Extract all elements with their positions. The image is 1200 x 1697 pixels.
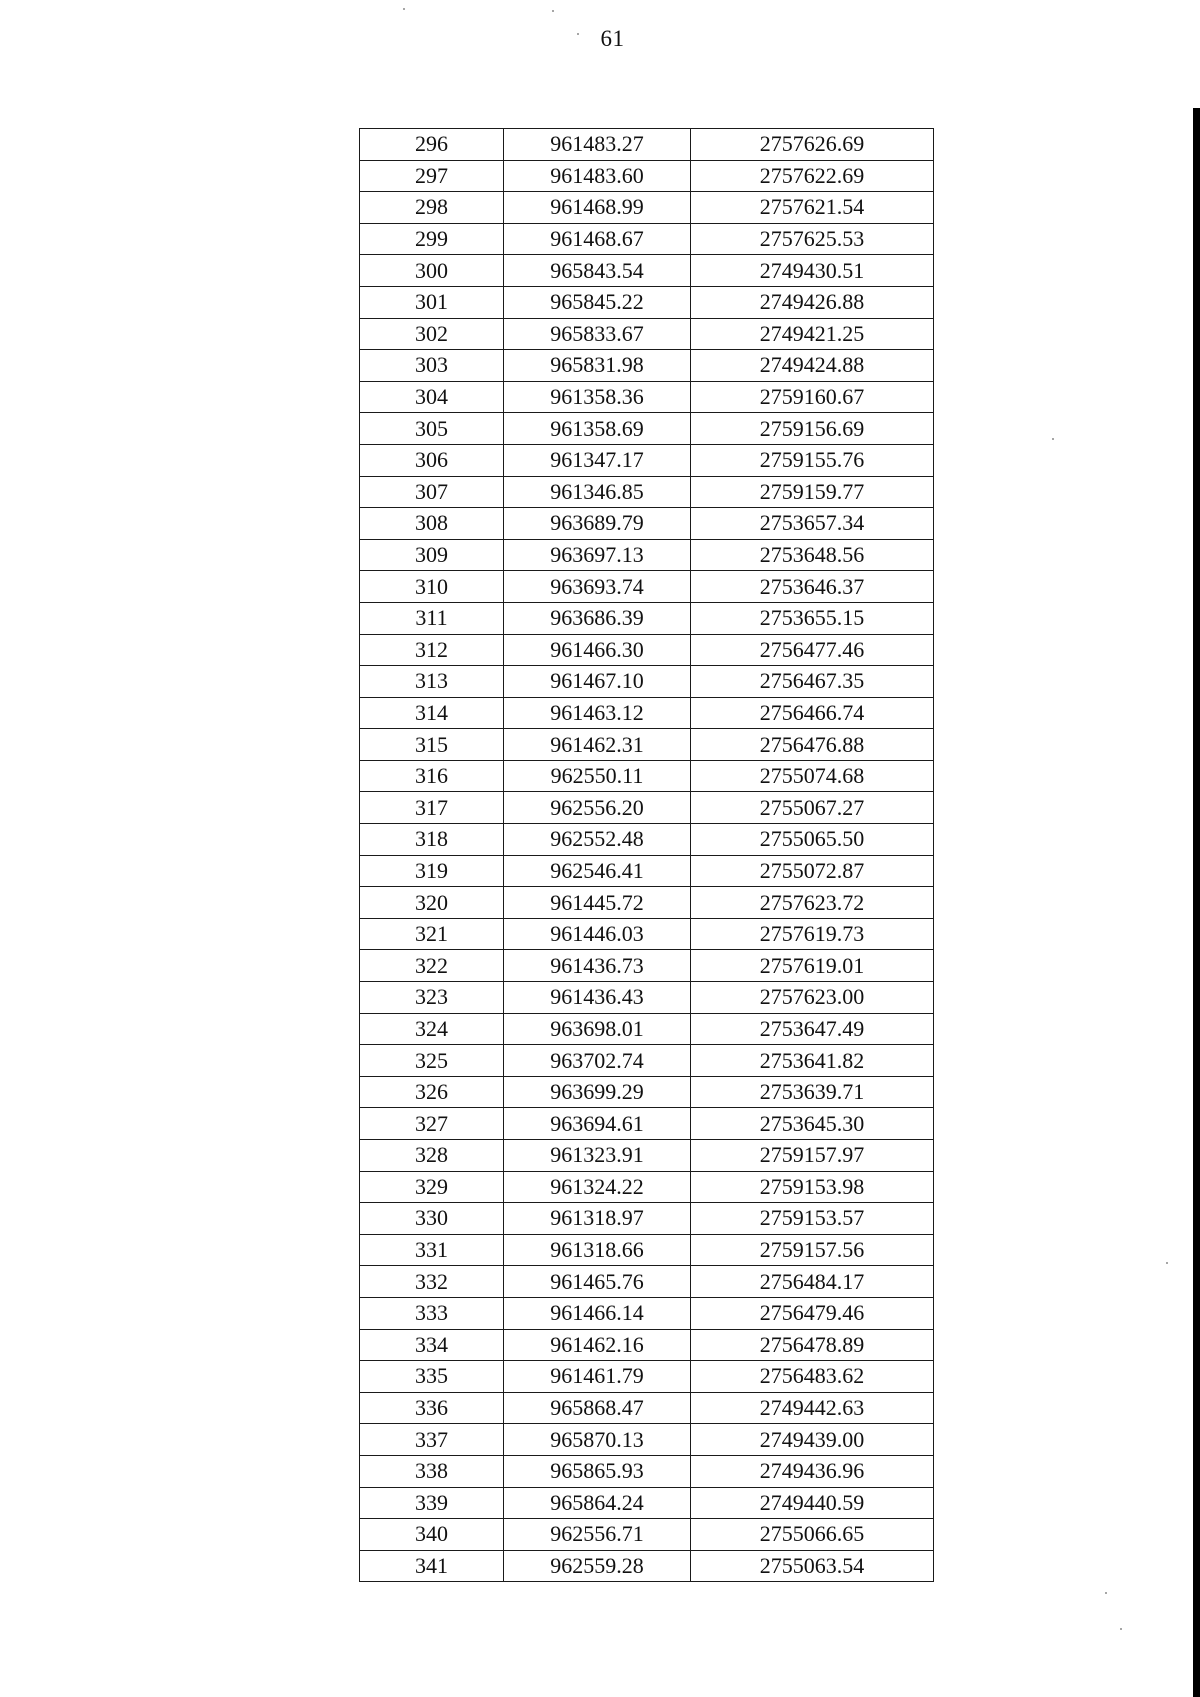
table-row: [360, 634, 934, 666]
y-coordinate-cell: 2755067.27: [691, 792, 934, 824]
x-coordinate-cell: 965864.24: [504, 1487, 691, 1519]
table-row: [360, 571, 934, 603]
table-row: [360, 824, 934, 856]
y-coordinate-cell: 2759160.67: [691, 381, 934, 413]
point-number-cell: 309: [360, 539, 504, 571]
point-number-cell: 307: [360, 476, 504, 508]
point-number-cell: 327: [360, 1108, 504, 1140]
y-coordinate-cell: 2757619.73: [691, 918, 934, 950]
table-row: [360, 1013, 934, 1045]
y-coordinate-cell: 2749421.25: [691, 318, 934, 350]
x-coordinate-cell: 961324.22: [504, 1171, 691, 1203]
scan-speck: [1166, 1262, 1168, 1264]
table-row: [360, 950, 934, 982]
x-coordinate-cell: 963686.39: [504, 602, 691, 634]
y-coordinate-cell: 2755074.68: [691, 760, 934, 792]
y-coordinate-cell: 2756483.62: [691, 1361, 934, 1393]
point-number-cell: 322: [360, 950, 504, 982]
point-number-cell: 313: [360, 666, 504, 698]
point-number-cell: 308: [360, 508, 504, 540]
x-coordinate-cell: 961346.85: [504, 476, 691, 508]
table-row: [360, 1140, 934, 1172]
table-row: [360, 255, 934, 287]
x-coordinate-cell: 961318.66: [504, 1234, 691, 1266]
table-row: [360, 982, 934, 1014]
point-number-cell: 312: [360, 634, 504, 666]
y-coordinate-cell: 2753647.49: [691, 1013, 934, 1045]
y-coordinate-cell: 2757625.53: [691, 223, 934, 255]
x-coordinate-cell: 961358.69: [504, 413, 691, 445]
x-coordinate-cell: 961463.12: [504, 697, 691, 729]
table-row: [360, 602, 934, 634]
table-row: [360, 760, 934, 792]
point-number-cell: 311: [360, 602, 504, 634]
point-number-cell: 336: [360, 1392, 504, 1424]
x-coordinate-cell: 965868.47: [504, 1392, 691, 1424]
x-coordinate-cell: 961358.36: [504, 381, 691, 413]
point-number-cell: 306: [360, 444, 504, 476]
table-row: [360, 1234, 934, 1266]
point-number-cell: 319: [360, 855, 504, 887]
y-coordinate-cell: 2757623.00: [691, 982, 934, 1014]
table-row: [360, 1076, 934, 1108]
x-coordinate-cell: 962559.28: [504, 1550, 691, 1582]
table-row: [360, 1329, 934, 1361]
x-coordinate-cell: 965831.98: [504, 350, 691, 382]
coordinates-table-body: [360, 129, 934, 1582]
table-row: [360, 887, 934, 919]
y-coordinate-cell: 2755072.87: [691, 855, 934, 887]
point-number-cell: 299: [360, 223, 504, 255]
y-coordinate-cell: 2759155.76: [691, 444, 934, 476]
point-number-cell: 317: [360, 792, 504, 824]
page-number: 61: [600, 26, 625, 51]
x-coordinate-cell: 961461.79: [504, 1361, 691, 1393]
table-row: [360, 381, 934, 413]
table-row: [360, 1519, 934, 1551]
y-coordinate-cell: 2749439.00: [691, 1424, 934, 1456]
x-coordinate-cell: 962556.71: [504, 1519, 691, 1551]
x-coordinate-cell: 965833.67: [504, 318, 691, 350]
x-coordinate-cell: 961347.17: [504, 444, 691, 476]
scan-edge-bar: [1193, 108, 1200, 1697]
x-coordinate-cell: 961468.99: [504, 192, 691, 224]
scan-speck: [1105, 1592, 1107, 1594]
x-coordinate-cell: 961483.27: [504, 129, 691, 161]
x-coordinate-cell: 965865.93: [504, 1455, 691, 1487]
x-coordinate-cell: 962556.20: [504, 792, 691, 824]
y-coordinate-cell: 2753648.56: [691, 539, 934, 571]
y-coordinate-cell: 2757622.69: [691, 160, 934, 192]
point-number-cell: 332: [360, 1266, 504, 1298]
x-coordinate-cell: 961483.60: [504, 160, 691, 192]
point-number-cell: 329: [360, 1171, 504, 1203]
x-coordinate-cell: 963699.29: [504, 1076, 691, 1108]
table-row: [360, 129, 934, 161]
y-coordinate-cell: 2753646.37: [691, 571, 934, 603]
table-row: [360, 792, 934, 824]
point-number-cell: 297: [360, 160, 504, 192]
point-number-cell: 326: [360, 1076, 504, 1108]
x-coordinate-cell: 962550.11: [504, 760, 691, 792]
point-number-cell: 333: [360, 1297, 504, 1329]
y-coordinate-cell: 2749430.51: [691, 255, 934, 287]
x-coordinate-cell: 961462.31: [504, 729, 691, 761]
table-row: [360, 666, 934, 698]
x-coordinate-cell: 963689.79: [504, 508, 691, 540]
y-coordinate-cell: 2756476.88: [691, 729, 934, 761]
y-coordinate-cell: 2755066.65: [691, 1519, 934, 1551]
table-row: [360, 1487, 934, 1519]
point-number-cell: 335: [360, 1361, 504, 1393]
point-number-cell: 330: [360, 1203, 504, 1235]
x-coordinate-cell: 961436.43: [504, 982, 691, 1014]
y-coordinate-cell: 2756478.89: [691, 1329, 934, 1361]
x-coordinate-cell: 961445.72: [504, 887, 691, 919]
x-coordinate-cell: 961462.16: [504, 1329, 691, 1361]
y-coordinate-cell: 2753645.30: [691, 1108, 934, 1140]
y-coordinate-cell: 2753657.34: [691, 508, 934, 540]
table-row: [360, 508, 934, 540]
point-number-cell: 321: [360, 918, 504, 950]
scan-speck: [1120, 1628, 1122, 1630]
point-number-cell: 337: [360, 1424, 504, 1456]
table-row: [360, 160, 934, 192]
y-coordinate-cell: 2753641.82: [691, 1045, 934, 1077]
y-coordinate-cell: 2753639.71: [691, 1076, 934, 1108]
table-row: [360, 223, 934, 255]
point-number-cell: 318: [360, 824, 504, 856]
scan-speck: [403, 8, 405, 10]
x-coordinate-cell: 962546.41: [504, 855, 691, 887]
scan-speck: [577, 33, 579, 35]
x-coordinate-cell: 965845.22: [504, 286, 691, 318]
point-number-cell: 304: [360, 381, 504, 413]
x-coordinate-cell: 963697.13: [504, 539, 691, 571]
table-row: [360, 1203, 934, 1235]
y-coordinate-cell: 2759153.98: [691, 1171, 934, 1203]
table-row: [360, 318, 934, 350]
table-row: [360, 1108, 934, 1140]
x-coordinate-cell: 961468.67: [504, 223, 691, 255]
table-row: [360, 350, 934, 382]
y-coordinate-cell: 2755065.50: [691, 824, 934, 856]
x-coordinate-cell: 961436.73: [504, 950, 691, 982]
table-row: [360, 1266, 934, 1298]
point-number-cell: 324: [360, 1013, 504, 1045]
point-number-cell: 339: [360, 1487, 504, 1519]
point-number-cell: 328: [360, 1140, 504, 1172]
y-coordinate-cell: 2756467.35: [691, 666, 934, 698]
y-coordinate-cell: 2756477.46: [691, 634, 934, 666]
point-number-cell: 325: [360, 1045, 504, 1077]
point-number-cell: 305: [360, 413, 504, 445]
table-row: [360, 1045, 934, 1077]
x-coordinate-cell: 961467.10: [504, 666, 691, 698]
y-coordinate-cell: 2759156.69: [691, 413, 934, 445]
scan-speck: [552, 10, 554, 12]
point-number-cell: 298: [360, 192, 504, 224]
table-row: [360, 1392, 934, 1424]
table-row: [360, 918, 934, 950]
table-row: [360, 1171, 934, 1203]
table-row: [360, 476, 934, 508]
table-row: [360, 192, 934, 224]
table-row: [360, 1361, 934, 1393]
point-number-cell: 301: [360, 286, 504, 318]
y-coordinate-cell: 2757626.69: [691, 129, 934, 161]
y-coordinate-cell: 2757623.72: [691, 887, 934, 919]
table-row: [360, 729, 934, 761]
x-coordinate-cell: 961318.97: [504, 1203, 691, 1235]
table-row: [360, 1424, 934, 1456]
x-coordinate-cell: 961466.30: [504, 634, 691, 666]
point-number-cell: 296: [360, 129, 504, 161]
x-coordinate-cell: 963693.74: [504, 571, 691, 603]
x-coordinate-cell: 961446.03: [504, 918, 691, 950]
y-coordinate-cell: 2759153.57: [691, 1203, 934, 1235]
y-coordinate-cell: 2753655.15: [691, 602, 934, 634]
y-coordinate-cell: 2755063.54: [691, 1550, 934, 1582]
y-coordinate-cell: 2756479.46: [691, 1297, 934, 1329]
table-row: [360, 444, 934, 476]
y-coordinate-cell: 2757621.54: [691, 192, 934, 224]
table-row: [360, 855, 934, 887]
y-coordinate-cell: 2749436.96: [691, 1455, 934, 1487]
table-row: [360, 1455, 934, 1487]
y-coordinate-cell: 2759157.97: [691, 1140, 934, 1172]
point-number-cell: 303: [360, 350, 504, 382]
point-number-cell: 334: [360, 1329, 504, 1361]
point-number-cell: 341: [360, 1550, 504, 1582]
x-coordinate-cell: 963702.74: [504, 1045, 691, 1077]
x-coordinate-cell: 961323.91: [504, 1140, 691, 1172]
coordinates-table: [359, 128, 934, 1582]
y-coordinate-cell: 2759159.77: [691, 476, 934, 508]
table-row: [360, 413, 934, 445]
scan-speck: [1052, 438, 1054, 440]
point-number-cell: 315: [360, 729, 504, 761]
x-coordinate-cell: 962552.48: [504, 824, 691, 856]
y-coordinate-cell: 2757619.01: [691, 950, 934, 982]
x-coordinate-cell: 965843.54: [504, 255, 691, 287]
table-row: [360, 1550, 934, 1582]
y-coordinate-cell: 2756466.74: [691, 697, 934, 729]
x-coordinate-cell: 961466.14: [504, 1297, 691, 1329]
x-coordinate-cell: 961465.76: [504, 1266, 691, 1298]
table-row: [360, 697, 934, 729]
x-coordinate-cell: 963694.61: [504, 1108, 691, 1140]
y-coordinate-cell: 2749440.59: [691, 1487, 934, 1519]
point-number-cell: 320: [360, 887, 504, 919]
point-number-cell: 310: [360, 571, 504, 603]
point-number-cell: 302: [360, 318, 504, 350]
point-number-cell: 314: [360, 697, 504, 729]
table-row: [360, 539, 934, 571]
y-coordinate-cell: 2749426.88: [691, 286, 934, 318]
x-coordinate-cell: 965870.13: [504, 1424, 691, 1456]
x-coordinate-cell: 963698.01: [504, 1013, 691, 1045]
point-number-cell: 340: [360, 1519, 504, 1551]
point-number-cell: 323: [360, 982, 504, 1014]
table-row: [360, 286, 934, 318]
y-coordinate-cell: 2756484.17: [691, 1266, 934, 1298]
y-coordinate-cell: 2749442.63: [691, 1392, 934, 1424]
point-number-cell: 300: [360, 255, 504, 287]
point-number-cell: 338: [360, 1455, 504, 1487]
y-coordinate-cell: 2749424.88: [691, 350, 934, 382]
point-number-cell: 316: [360, 760, 504, 792]
point-number-cell: 331: [360, 1234, 504, 1266]
table-row: [360, 1297, 934, 1329]
y-coordinate-cell: 2759157.56: [691, 1234, 934, 1266]
